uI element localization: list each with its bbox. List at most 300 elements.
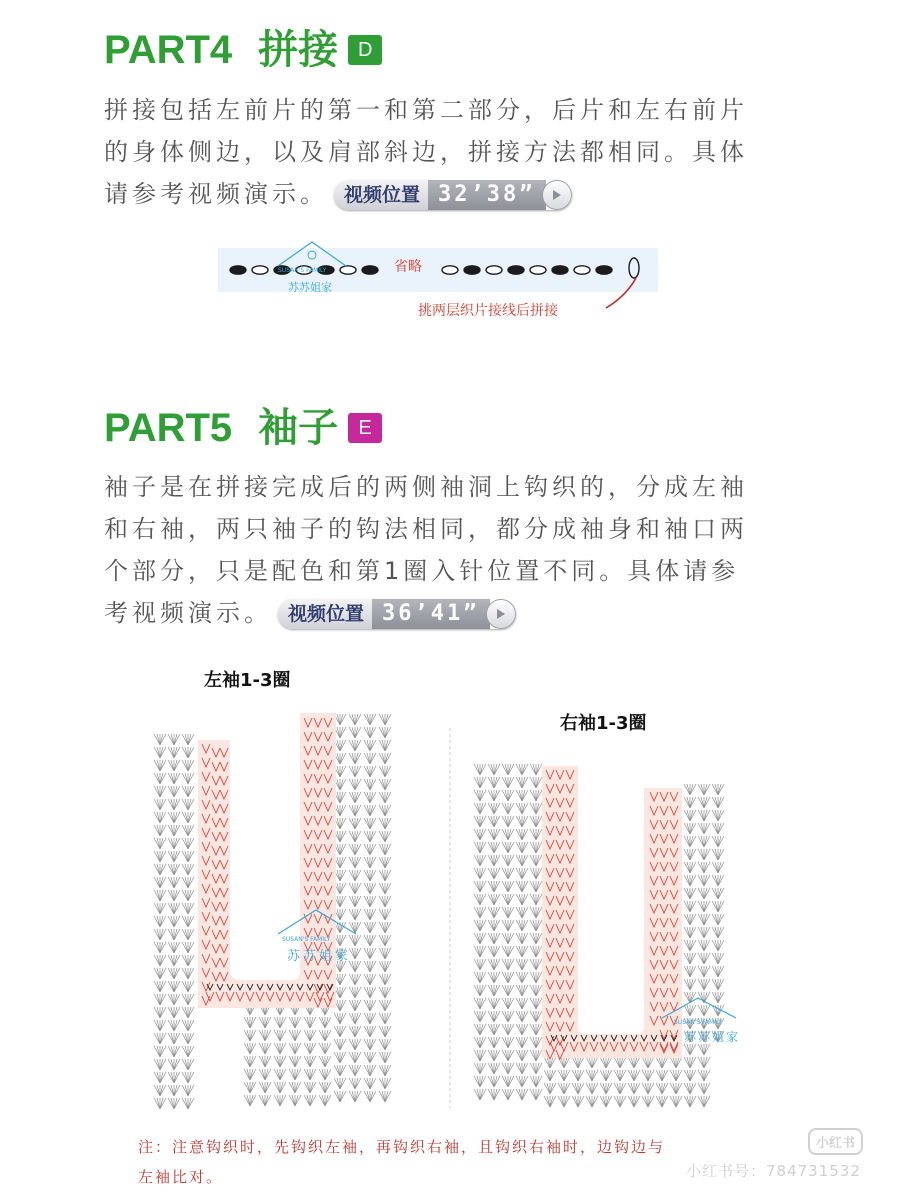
- part4-subtitle: 拼接: [258, 28, 339, 72]
- stitch-fan: [259, 1056, 271, 1067]
- stitch-fan: [379, 987, 391, 998]
- stitch-fan: [349, 1091, 361, 1102]
- stitch-fan: [319, 1017, 331, 1028]
- stitch-fan: [364, 1078, 376, 1089]
- stitch-fan: [168, 1033, 180, 1044]
- stitch-fan: [712, 953, 724, 964]
- stitch-fan: [182, 1085, 194, 1096]
- stitch-fan: [502, 1050, 514, 1061]
- stitch-fan: [364, 961, 376, 972]
- stitch-fan: [516, 933, 528, 944]
- stitch-fan: [600, 1083, 612, 1094]
- stitch-fan: [168, 812, 180, 823]
- stitch-fan: [488, 985, 500, 996]
- xiaohongshu-logo: 小红书: [808, 1128, 863, 1155]
- stitch-fan: [530, 907, 542, 918]
- stitch-fan: [474, 1011, 486, 1022]
- stitch-fan: [168, 1007, 180, 1018]
- stitch-fan: [182, 1020, 194, 1031]
- stitch-fan: [349, 753, 361, 764]
- join-stamp-text: 苏苏姐家: [288, 281, 332, 294]
- stitch-fan: [334, 1065, 346, 1076]
- stitch-fan: [572, 1083, 584, 1094]
- part4-heading: [104, 26, 382, 74]
- part5-title: PART5: [104, 406, 233, 450]
- stitch-fan: [182, 890, 194, 901]
- stitch-fan: [349, 1039, 361, 1050]
- stitch-fan: [684, 1005, 696, 1016]
- stitch-fan: [516, 1037, 528, 1048]
- stitch-fan: [182, 903, 194, 914]
- stitch-fan: [488, 777, 500, 788]
- part5-badge: E: [348, 413, 382, 443]
- chain-stitch: [552, 266, 568, 274]
- part4-title: PART4: [104, 28, 233, 72]
- stitch-fan: [379, 1091, 391, 1102]
- stitch-fan: [516, 920, 528, 931]
- stitch-fan: [289, 1082, 301, 1093]
- stitch-fan: [712, 966, 724, 977]
- video-timestamp: 36’41”: [372, 599, 489, 629]
- stitch-fan: [488, 959, 500, 970]
- stitch-fan: [684, 992, 696, 1003]
- stitch-fan: [656, 1057, 668, 1068]
- stitch-fan: [154, 955, 166, 966]
- stitch-fan: [502, 816, 514, 827]
- stitch-fan: [349, 792, 361, 803]
- stitch-fan: [182, 994, 194, 1005]
- stitch-fan: [154, 994, 166, 1005]
- left-chart-stamp: 苏苏姐家: [287, 949, 352, 964]
- chain-stitch: [340, 266, 356, 274]
- stitch-fan: [168, 942, 180, 953]
- stitch-fan: [516, 1063, 528, 1074]
- stitch-fan: [684, 875, 696, 886]
- stitch-fan: [379, 766, 391, 777]
- stitch-fan: [474, 985, 486, 996]
- chain-stitch: [596, 266, 612, 274]
- stitch-fan: [379, 909, 391, 920]
- stitch-fan: [698, 1083, 710, 1094]
- stitch-fan: [530, 816, 542, 827]
- play-icon: [486, 599, 516, 629]
- stitch-fan: [712, 797, 724, 808]
- stitch-fan: [334, 1091, 346, 1102]
- stitch-fan: [628, 1096, 640, 1107]
- stitch-fan: [319, 1069, 331, 1080]
- stitch-fan: [168, 916, 180, 927]
- stitch-fan: [244, 1043, 256, 1054]
- stitch-fan: [670, 1057, 682, 1068]
- stitch-fan: [244, 1017, 256, 1028]
- chain-stitch: [362, 266, 378, 274]
- left-sleeve-chart-title: 左袖1-3圈: [204, 670, 291, 691]
- stitch-fan: [530, 998, 542, 1009]
- stitch-fan: [364, 883, 376, 894]
- stitch-fan: [154, 1085, 166, 1096]
- stitch-fan: [319, 1043, 331, 1054]
- stitch-fan: [614, 1057, 626, 1068]
- stitch-fan: [530, 777, 542, 788]
- stitch-fan: [168, 1098, 180, 1109]
- stitch-fan: [530, 946, 542, 957]
- stitch-fan: [502, 777, 514, 788]
- stitch-fan: [379, 896, 391, 907]
- stitch-fan: [698, 823, 710, 834]
- stitch-fan: [530, 920, 542, 931]
- stitch-fan: [530, 842, 542, 853]
- stitch-fan: [334, 1026, 346, 1037]
- stitch-fan: [364, 974, 376, 985]
- stitch-fan: [474, 803, 486, 814]
- sleeve-charts-svg: [150, 708, 750, 1118]
- stitch-fan: [642, 1070, 654, 1081]
- stitch-fan: [259, 1082, 271, 1093]
- stitch-fan: [684, 888, 696, 899]
- chain-stitch: [442, 266, 458, 274]
- omit-label: 省略: [394, 259, 422, 275]
- stitch-fan: [656, 1096, 668, 1107]
- stitch-fan: [698, 862, 710, 873]
- stitch-fan: [712, 901, 724, 912]
- stitch-fan: [182, 825, 194, 836]
- stitch-fan: [502, 894, 514, 905]
- chain-stitch: [574, 266, 590, 274]
- stitch-fan: [516, 1050, 528, 1061]
- stitch-fan: [168, 734, 180, 745]
- stitch-fan: [698, 1044, 710, 1055]
- stitch-fan: [168, 955, 180, 966]
- stitch-fan: [168, 1020, 180, 1031]
- stitch-fan: [684, 1083, 696, 1094]
- stitch-fan: [182, 1033, 194, 1044]
- stitch-fan: [474, 933, 486, 944]
- stitch-fan: [502, 946, 514, 957]
- stitch-fan: [154, 734, 166, 745]
- stitch-fan: [502, 1011, 514, 1022]
- stitch-fan: [502, 1076, 514, 1087]
- part4-line-1: 拼接包括左前片的第一和第二部分，后片和左右前片: [104, 96, 748, 124]
- stitch-fan: [516, 855, 528, 866]
- stitch-fan: [182, 981, 194, 992]
- stitch-fan: [628, 1083, 640, 1094]
- stitch-fan: [379, 1065, 391, 1076]
- stitch-fan: [488, 1037, 500, 1048]
- stitch-fan: [168, 773, 180, 784]
- part5-line-1: 袖子是在拼接完成后的两侧袖洞上钩织的，分成左袖: [104, 473, 748, 501]
- stitch-fan: [712, 914, 724, 925]
- stitch-fan: [154, 1059, 166, 1070]
- part5-line-4: 考视频演示。: [104, 599, 272, 627]
- stitch-fan: [244, 1095, 256, 1106]
- stitch-fan: [474, 816, 486, 827]
- stitch-fan: [364, 753, 376, 764]
- stitch-fan: [488, 842, 500, 853]
- stitch-fan: [516, 829, 528, 840]
- stitch-fan: [182, 1046, 194, 1057]
- stitch-fan: [182, 929, 194, 940]
- stitch-fan: [182, 1059, 194, 1070]
- stitch-fan: [154, 1072, 166, 1083]
- stitch-fan: [349, 909, 361, 920]
- stitch-fan: [488, 764, 500, 775]
- stitch-fan: [516, 1076, 528, 1087]
- stitch-fan: [319, 1082, 331, 1093]
- right-chart-stamp: 苏苏姐家: [684, 1030, 741, 1044]
- stitch-fan: [530, 764, 542, 775]
- stitch-fan: [502, 829, 514, 840]
- stitch-fan: [168, 799, 180, 810]
- stitch-fan: [488, 1089, 500, 1100]
- stitch-fan: [182, 799, 194, 810]
- video-label: 视频位置: [334, 180, 428, 210]
- stitch-fan: [379, 831, 391, 842]
- stitch-fan: [530, 985, 542, 996]
- stitch-fan: [154, 1046, 166, 1057]
- stitch-fan: [614, 1070, 626, 1081]
- stitch-fan: [379, 1026, 391, 1037]
- stitch-fan: [530, 881, 542, 892]
- stitch-fan: [154, 1098, 166, 1109]
- stitch-fan: [304, 1043, 316, 1054]
- stitch-fan: [154, 968, 166, 979]
- stitch-fan: [154, 864, 166, 875]
- stitch-fan: [274, 1056, 286, 1067]
- stitch-fan: [182, 877, 194, 888]
- stitch-fan: [274, 1095, 286, 1106]
- stitch-fan: [364, 714, 376, 725]
- stitch-fan: [698, 784, 710, 795]
- stitch-fan: [488, 829, 500, 840]
- stitch-fan: [364, 766, 376, 777]
- stitch-fan: [712, 979, 724, 990]
- stitch-fan: [379, 740, 391, 751]
- stitch-fan: [474, 920, 486, 931]
- stitch-fan: [259, 1043, 271, 1054]
- stitch-fan: [154, 838, 166, 849]
- stitch-fan: [168, 786, 180, 797]
- stitch-fan: [502, 881, 514, 892]
- stitch-fan: [244, 1056, 256, 1067]
- stitch-fan: [516, 1089, 528, 1100]
- stitch-fan: [516, 868, 528, 879]
- stitch-fan: [712, 875, 724, 886]
- stitch-fan: [530, 803, 542, 814]
- stitch-fan: [474, 972, 486, 983]
- stitch-fan: [474, 1089, 486, 1100]
- stitch-fan: [530, 933, 542, 944]
- stitch-fan: [168, 890, 180, 901]
- stitch-fan: [586, 1096, 598, 1107]
- stitch-fan: [698, 875, 710, 886]
- stitch-fan: [182, 1072, 194, 1083]
- stitch-fan: [488, 881, 500, 892]
- stitch-fan: [349, 818, 361, 829]
- stitch-fan: [154, 786, 166, 797]
- stitch-fan: [364, 818, 376, 829]
- stitch-fan: [558, 1070, 570, 1081]
- stitch-fan: [488, 855, 500, 866]
- stitch-fan: [530, 894, 542, 905]
- footnote-line-1: 注：注意钩织时，先钩织左袖，再钩织右袖，且钩织右袖时，边钩边与: [138, 1138, 666, 1156]
- left-sleeve-chart: [154, 713, 391, 1109]
- stitch-fan: [656, 1083, 668, 1094]
- stitch-fan: [289, 1030, 301, 1041]
- stitch-fan: [182, 1007, 194, 1018]
- stitch-fan: [474, 1050, 486, 1061]
- stitch-fan: [244, 1030, 256, 1041]
- stitch-fan: [516, 972, 528, 983]
- stitch-fan: [586, 1057, 598, 1068]
- stitch-fan: [304, 1056, 316, 1067]
- stitch-fan: [379, 805, 391, 816]
- stitch-fan: [642, 1083, 654, 1094]
- stitch-fan: [168, 1085, 180, 1096]
- stitch-fan: [488, 920, 500, 931]
- stitch-fan: [379, 714, 391, 725]
- stitch-fan: [530, 1024, 542, 1035]
- stitch-fan: [474, 1024, 486, 1035]
- stitch-fan: [379, 818, 391, 829]
- stitch-fan: [168, 1072, 180, 1083]
- stitch-fan: [379, 857, 391, 868]
- stitch-fan: [274, 1043, 286, 1054]
- stitch-fan: [502, 972, 514, 983]
- stitch-fan: [379, 844, 391, 855]
- stitch-fan: [364, 727, 376, 738]
- stitch-fan: [379, 948, 391, 959]
- stitch-fan: [474, 855, 486, 866]
- stitch-fan: [530, 868, 542, 879]
- stitch-fan: [182, 747, 194, 758]
- stitch-fan: [670, 1070, 682, 1081]
- stitch-fan: [154, 799, 166, 810]
- part5-heading: [104, 404, 382, 452]
- stitch-fan: [154, 890, 166, 901]
- stitch-fan: [642, 1096, 654, 1107]
- stitch-fan: [364, 1000, 376, 1011]
- stitch-fan: [168, 877, 180, 888]
- stitch-fan: [642, 1057, 654, 1068]
- stitch-fan: [364, 831, 376, 842]
- stitch-fan: [502, 1063, 514, 1074]
- stitch-fan: [684, 953, 696, 964]
- stitch-fan: [474, 868, 486, 879]
- part4-video-button[interactable]: [334, 180, 572, 210]
- stitch-fan: [154, 929, 166, 940]
- stitch-fan: [334, 1039, 346, 1050]
- stitch-fan: [319, 1056, 331, 1067]
- video-label: 视频位置: [278, 599, 372, 629]
- stitch-fan: [530, 1076, 542, 1087]
- part4-line-3-row: [104, 173, 804, 215]
- stitch-fan: [684, 810, 696, 821]
- stitch-fan: [698, 1057, 710, 1068]
- stitch-fan: [502, 842, 514, 853]
- stitch-fan: [614, 1083, 626, 1094]
- stitch-fan: [502, 855, 514, 866]
- stitch-fan: [182, 734, 194, 745]
- stitch-fan: [349, 883, 361, 894]
- stitch-fan: [516, 1024, 528, 1035]
- stitch-fan: [530, 829, 542, 840]
- stitch-fan: [488, 1063, 500, 1074]
- stitch-fan: [168, 1059, 180, 1070]
- stitch-fan: [168, 747, 180, 758]
- part5-video-button[interactable]: [278, 599, 516, 629]
- stitch-fan: [684, 1096, 696, 1107]
- stitch-fan: [656, 1070, 668, 1081]
- stitch-fan: [274, 1030, 286, 1041]
- stitch-fan: [364, 896, 376, 907]
- stitch-fan: [488, 907, 500, 918]
- stitch-fan: [364, 935, 376, 946]
- stitch-fan: [558, 1083, 570, 1094]
- part5-subtitle: 袖子: [258, 406, 339, 450]
- stitch-fan: [488, 868, 500, 879]
- stitch-fan: [319, 1030, 331, 1041]
- play-icon: [542, 180, 572, 210]
- stitch-fan: [516, 881, 528, 892]
- stitch-fan: [586, 1083, 598, 1094]
- stitch-fan: [379, 974, 391, 985]
- stitch-fan: [684, 1057, 696, 1068]
- stitch-fan: [474, 777, 486, 788]
- stitch-fan: [488, 894, 500, 905]
- stitch-fan: [154, 851, 166, 862]
- stitch-fan: [502, 985, 514, 996]
- stitch-fan: [628, 1057, 640, 1068]
- stitch-fan: [544, 1083, 556, 1094]
- stitch-fan: [488, 1050, 500, 1061]
- stitch-fan: [530, 1011, 542, 1022]
- stitch-fan: [572, 1070, 584, 1081]
- stitch-fan: [502, 920, 514, 931]
- stitch-fan: [684, 784, 696, 795]
- stitch-fan: [168, 760, 180, 771]
- stitch-fan: [349, 857, 361, 868]
- stitch-fan: [154, 773, 166, 784]
- stitch-fan: [684, 940, 696, 951]
- stitch-fan: [304, 1082, 316, 1093]
- stitch-fan: [544, 1070, 556, 1081]
- stitch-fan: [684, 849, 696, 860]
- stitch-fan: [364, 792, 376, 803]
- stitch-fan: [304, 1017, 316, 1028]
- stitch-fan: [712, 784, 724, 795]
- stitch-fan: [379, 922, 391, 933]
- stitch-fan: [379, 883, 391, 894]
- stitch-fan: [712, 849, 724, 860]
- stitch-fan: [304, 1030, 316, 1041]
- stitch-fan: [698, 888, 710, 899]
- stitch-fan: [684, 1070, 696, 1081]
- stitch-fan: [364, 805, 376, 816]
- stitch-fan: [712, 823, 724, 834]
- stitch-fan: [474, 790, 486, 801]
- stitch-fan: [698, 940, 710, 951]
- stitch-fan: [684, 914, 696, 925]
- stitch-fan: [364, 1013, 376, 1024]
- stitch-fan: [530, 855, 542, 866]
- right-sleeve-chart-title: 右袖1-3圈: [560, 713, 647, 734]
- stitch-fan: [488, 1011, 500, 1022]
- stitch-fan: [488, 816, 500, 827]
- stitch-fan: [244, 1082, 256, 1093]
- stitch-fan: [698, 1096, 710, 1107]
- stitch-fan: [168, 864, 180, 875]
- stitch-fan: [379, 792, 391, 803]
